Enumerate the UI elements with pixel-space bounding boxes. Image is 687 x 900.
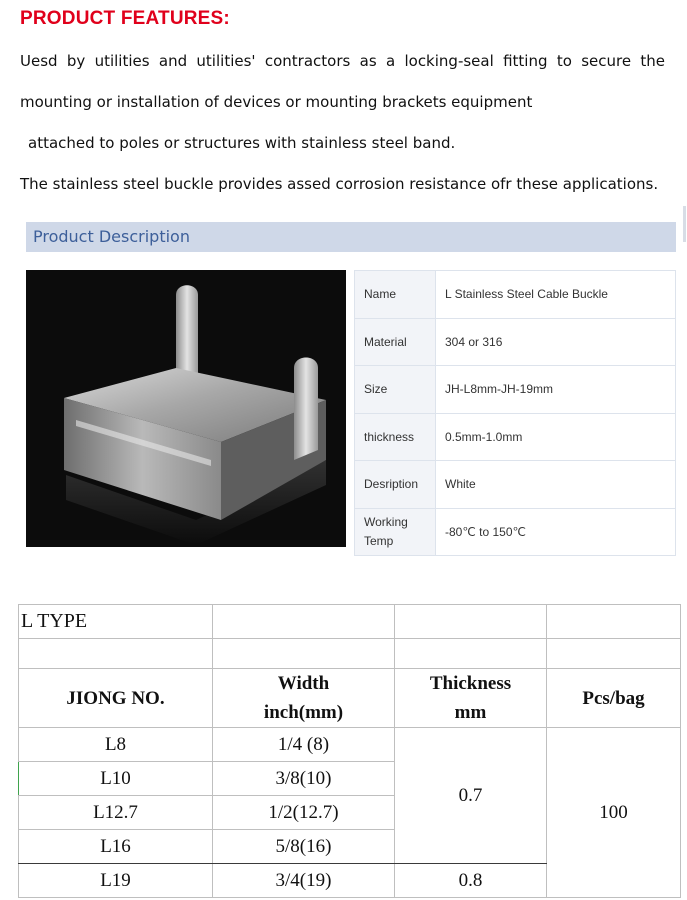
- l-type-title: L TYPE: [19, 605, 213, 639]
- word: as: [359, 52, 377, 70]
- jiong-no-cell: L10: [19, 762, 213, 796]
- empty-cell: [547, 605, 681, 639]
- spec-value: L Stainless Steel Cable Buckle: [436, 271, 676, 319]
- word: contractors: [264, 52, 351, 70]
- width-cell: 1/4 (8): [213, 728, 395, 762]
- empty-cell: [213, 605, 395, 639]
- spec-row-material: [355, 318, 676, 366]
- spec-value: -80℃ to 150℃: [436, 508, 676, 556]
- spec-key: thickness: [355, 413, 436, 461]
- word: to: [556, 52, 572, 70]
- spec-row-thickness: [355, 413, 676, 461]
- cable-buckle-image: [26, 270, 346, 547]
- spec-key: Desription: [355, 461, 436, 509]
- spec-table: [354, 270, 676, 556]
- spec-value: 304 or 316: [436, 318, 676, 366]
- spec-value: White: [436, 461, 676, 509]
- features-line-4: The stainless steel buckle provides assed corrosion resistance ofr these applications.: [20, 175, 659, 193]
- l-type-title-row: [19, 605, 681, 639]
- header-width: [213, 669, 395, 728]
- header-thickness-line2: mm: [454, 702, 487, 723]
- thickness-cell: 0.8: [395, 864, 547, 898]
- features-line-1: [20, 52, 665, 70]
- jiong-no-cell: L19: [19, 864, 213, 898]
- word: fitting: [503, 52, 548, 70]
- product-features-title: PRODUCT FEATURES:: [20, 8, 230, 29]
- scrollbar-thumb[interactable]: [683, 206, 686, 242]
- jiong-no-cell: L16: [19, 830, 213, 864]
- spec-row-working-temp: [355, 508, 676, 556]
- spec-row-description: [355, 461, 676, 509]
- product-description-header: [26, 222, 676, 252]
- spec-key: Size: [355, 366, 436, 414]
- features-line-3: attached to poles or structures with stainless steel band.: [28, 134, 456, 152]
- header-thickness: [395, 669, 547, 728]
- spec-row-name: [355, 271, 676, 319]
- word: Uesd: [20, 52, 58, 70]
- jiong-no-cell: L12.7: [19, 796, 213, 830]
- word: secure: [581, 52, 632, 70]
- jiong-no-cell: L8: [19, 728, 213, 762]
- header-pcs-bag: Pcs/bag: [547, 669, 681, 728]
- spec-key: Name: [355, 271, 436, 319]
- word: by: [66, 52, 86, 70]
- pcs-cell: 100: [547, 728, 681, 898]
- header-row: [19, 669, 681, 728]
- empty-cell: [547, 639, 681, 669]
- word: and: [158, 52, 188, 70]
- word: the: [640, 52, 665, 70]
- spec-value: 0.5mm-1.0mm: [436, 413, 676, 461]
- product-photo: [26, 270, 346, 547]
- width-cell: 1/2(12.7): [213, 796, 395, 830]
- width-cell: 3/4(19): [213, 864, 395, 898]
- empty-cell: [395, 639, 547, 669]
- spacer-row: [19, 639, 681, 669]
- l-type-table: [18, 604, 681, 898]
- header-thickness-line1: Thickness: [429, 673, 512, 694]
- spec-row-size: [355, 366, 676, 414]
- header-width-line1: Width: [277, 673, 330, 694]
- header-jiong-no: JIONG NO.: [19, 669, 213, 728]
- spec-key: Material: [355, 318, 436, 366]
- empty-cell: [395, 605, 547, 639]
- width-cell: 3/8(10): [213, 762, 395, 796]
- word: utilities': [196, 52, 256, 70]
- spec-key: Working Temp: [355, 508, 436, 556]
- header-width-line2: inch(mm): [263, 702, 344, 723]
- word: utilities: [94, 52, 150, 70]
- empty-cell: [19, 639, 213, 669]
- table-row: [19, 728, 681, 762]
- width-cell: 5/8(16): [213, 830, 395, 864]
- product-description-title: Product Description: [33, 227, 190, 246]
- empty-cell: [213, 639, 395, 669]
- word: locking-seal: [404, 52, 494, 70]
- spec-value: JH-L8mm-JH-19mm: [436, 366, 676, 414]
- word: a: [385, 52, 396, 70]
- features-line-2: mounting or installation of devices or mounting brackets equipment: [20, 93, 533, 111]
- thickness-cell: 0.7: [395, 728, 547, 864]
